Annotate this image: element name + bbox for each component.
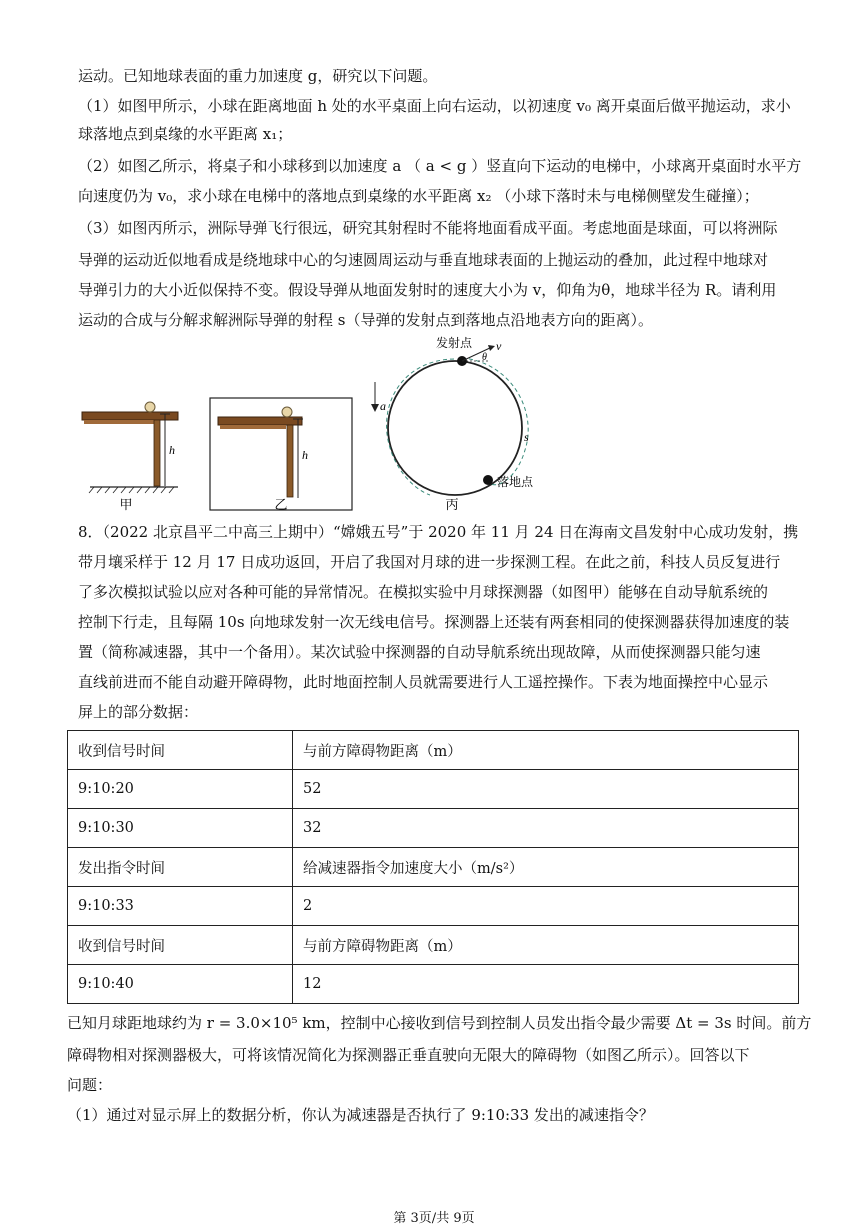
- table-cell: 12: [293, 965, 799, 1004]
- physics-figures: [70, 330, 630, 520]
- table-row: [68, 770, 799, 809]
- figure-yi: [210, 398, 352, 513]
- question-2-line-1: （2）如图乙所示，将桌子和小球移到以加速度 a （ a < g ）竖直向下运动的电梯中，小球离开桌面时水平方: [78, 157, 802, 175]
- table-cell: 收到信号时间: [68, 926, 293, 965]
- landing-point: [483, 475, 493, 485]
- landing-point-label: 落地点: [497, 475, 534, 489]
- question-8-line-7: 屏上的部分数据：: [78, 703, 199, 721]
- question-1-line-1: （1）如图甲所示，小球在距离地面 h 处的水平桌面上向右运动，以初速度 v₀ 离开桌面后做平抛运动，求小: [78, 97, 791, 115]
- after-table-line-4: （1）通过对显示屏上的数据分析，你认为减速器是否执行了 9:10:33 发出的减速指令？: [67, 1106, 654, 1124]
- question-3-line-3: 导弹引力的大小近似保持不变。假设导弹从地面发射时的速度大小为 v，仰角为θ，地球半径为 R。请利用: [78, 281, 777, 299]
- question-2-line-2: 向速度仍为 v₀，求小球在电梯中的落地点到桌缘的水平距离 x₂ （小球下落时未与电梯侧壁发生碰撞）；: [78, 187, 759, 205]
- table-cell: 给减速器指令加速度大小（m/s²）: [293, 848, 799, 887]
- launch-point-label: 发射点: [436, 336, 473, 350]
- question-8-line-3: 了多次模拟试验以应对各种可能的异常情况。在模拟实验中月球探测器（如图甲）能够在自动导航系统的: [78, 583, 769, 601]
- table-cell: 2: [293, 887, 799, 926]
- ball-yi: [282, 407, 292, 417]
- theta-label: θ: [482, 352, 487, 363]
- h-label-yi: h: [302, 448, 308, 462]
- page-number: 第 3页/共 9页: [393, 1211, 475, 1226]
- question-3-line-2: 导弹的运动近似地看成是绕地球中心的匀速圆周运动与垂直地球表面的上抛运动的叠加，此过程中地球对: [78, 251, 769, 269]
- question-3-line-4: 运动的合成与分解求解洲际导弹的射程 s（导弹的发射点到落地点沿地表方向的距离）。: [78, 311, 653, 329]
- table-cell: 9:10:33: [68, 887, 293, 926]
- question-8-line-6: 直线前进而不能自动避开障碍物，此时地面控制人员就需要进行人工遥控操作。下表为地面操控中心显示: [78, 673, 769, 691]
- table-cell: 与前方障碍物距离（m）: [293, 926, 799, 965]
- table-row: [68, 926, 799, 965]
- table-cell: 32: [293, 809, 799, 848]
- table-cell: 9:10:40: [68, 965, 293, 1004]
- intro-line-1: 运动。已知地球表面的重力加速度 g，研究以下问题。: [78, 67, 438, 85]
- table-row: [68, 731, 799, 770]
- figure-label-bing: 丙: [445, 498, 459, 513]
- table-cell: 发出指令时间: [68, 848, 293, 887]
- table-row: [68, 809, 799, 848]
- question-8-line-4: 控制下行走，且每隔 10s 向地球发射一次无线电信号。探测器上还装有两套相同的使探测器获得加速度的装: [78, 613, 790, 631]
- control-center-data-table: [67, 730, 799, 1004]
- question-3-line-1: （3）如图丙所示，洲际导弹飞行很远，研究其射程时不能将地面看成平面。考虑地面是球面，可以将洲际: [78, 219, 778, 237]
- table-cell: 9:10:30: [68, 809, 293, 848]
- acceleration-label: a: [380, 399, 386, 413]
- table-cell: 9:10:20: [68, 770, 293, 809]
- table-cell: 与前方障碍物距离（m）: [293, 731, 799, 770]
- figure-bing: [371, 335, 534, 513]
- table-row: [68, 848, 799, 887]
- range-s-label: s: [524, 430, 529, 444]
- table-cell: 收到信号时间: [68, 731, 293, 770]
- trajectory-path: [462, 358, 528, 485]
- figure-jia: [82, 402, 178, 513]
- ball-jia: [145, 402, 155, 412]
- question-8-line-5: 置（简称减速器，其中一个备用）。某次试验中探测器的自动导航系统出现故障，从而使探测器只能匀速: [78, 643, 761, 661]
- table-cell: 52: [293, 770, 799, 809]
- after-table-line-3: 问题：: [67, 1076, 113, 1094]
- after-table-line-2: 障碍物相对探测器极大，可将该情况简化为探测器正垂直驶向无限大的障碍物（如图乙所示）。回答以下: [67, 1046, 750, 1064]
- question-1-line-2: 球落地点到桌缘的水平距离 x₁；: [78, 125, 293, 143]
- question-8-line-1: 8．（2022 北京昌平二中高三上期中）“嫦娥五号”于 2020 年 11 月 24 日在海南文昌发射中心成功发射，携: [78, 523, 799, 541]
- table-row: [68, 965, 799, 1004]
- h-label-jia: h: [169, 443, 175, 457]
- question-8-line-2: 带月壤采样于 12 月 17 日成功返回，开启了我国对月球的进一步探测工程。在此之前，科技人员反复进行: [78, 553, 781, 571]
- table-row: [68, 887, 799, 926]
- figure-label-yi: 乙: [274, 498, 288, 513]
- figure-label-jia: 甲: [119, 498, 133, 513]
- velocity-label: v: [496, 339, 502, 353]
- after-table-line-1: 已知月球距地球约为 r = 3.0×10⁵ km，控制中心接收到信号到控制人员发出指令最少需要 Δt = 3s 时间。前方: [67, 1014, 812, 1032]
